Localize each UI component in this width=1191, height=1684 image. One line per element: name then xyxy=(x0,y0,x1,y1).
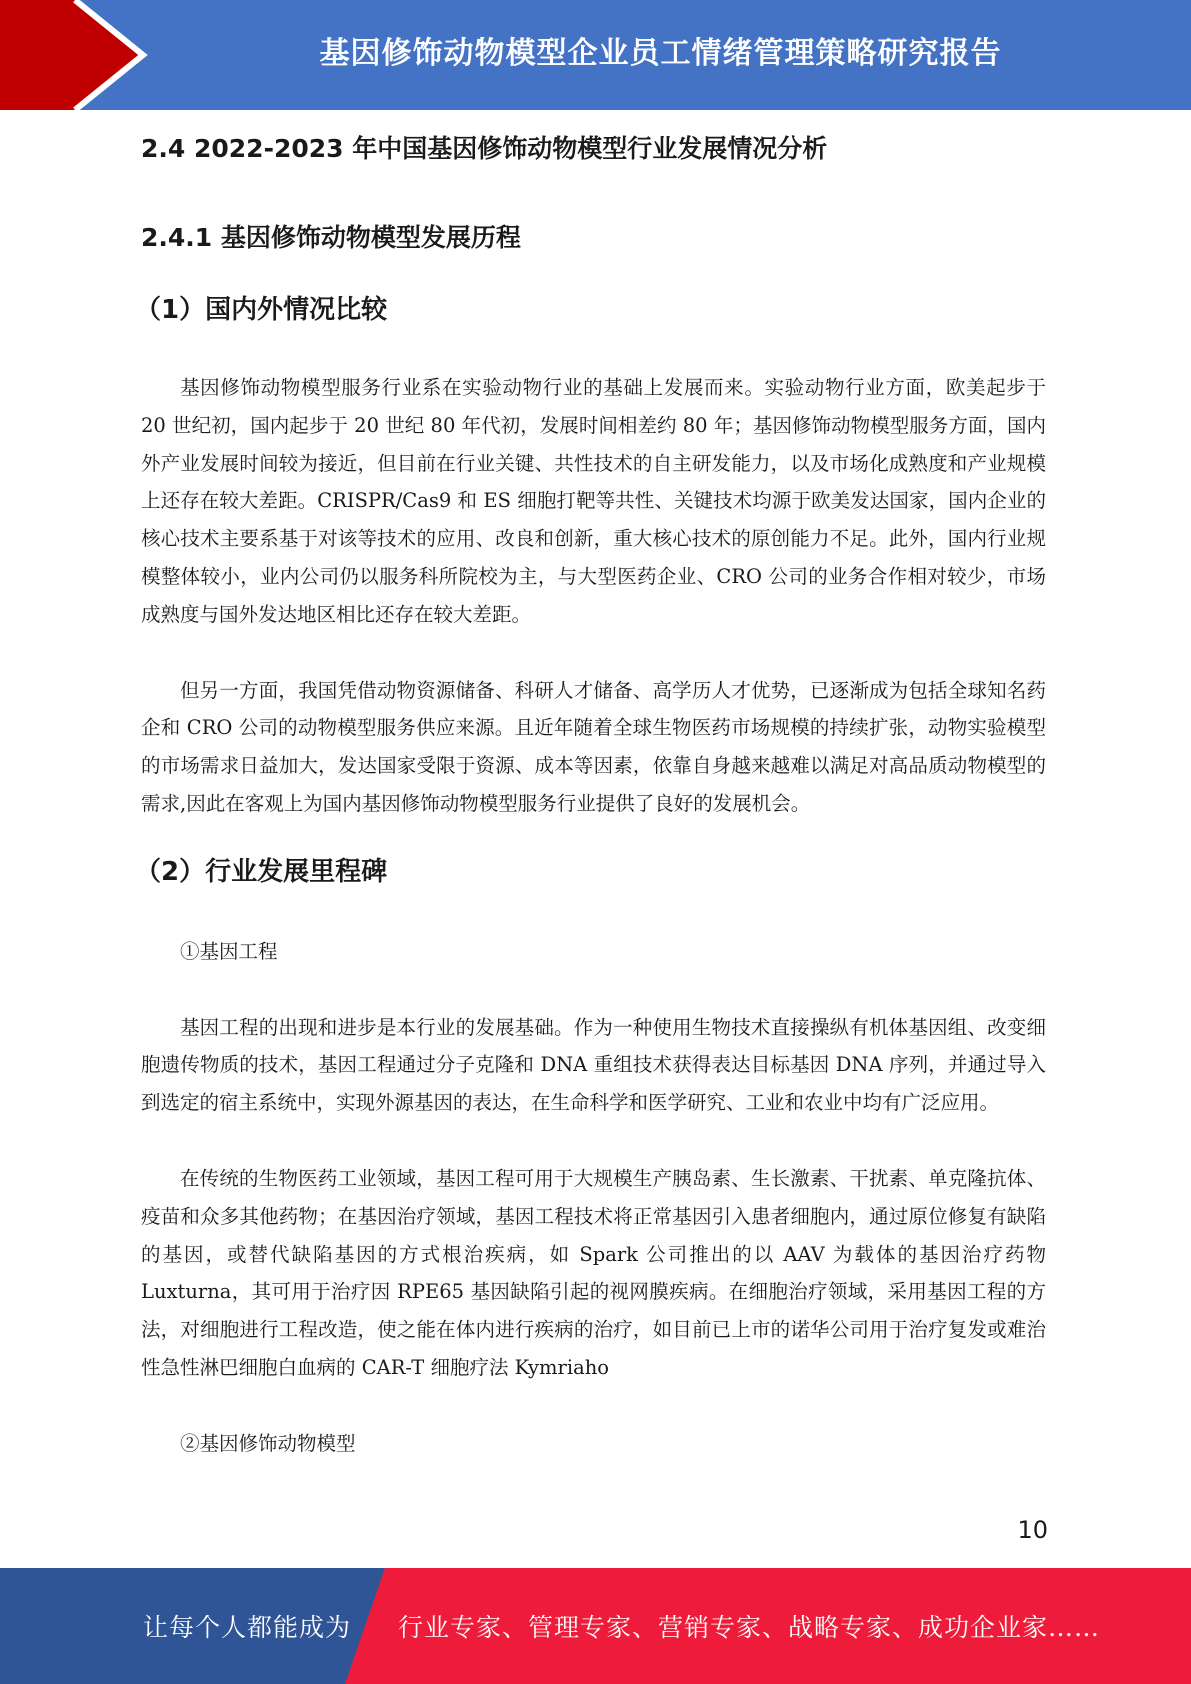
part1-title: （1）国内外情况比较 xyxy=(135,295,388,325)
subsection-title: 2.4.1 基因修饰动物模型发展历程 xyxy=(141,223,521,252)
part2-title: （2）行业发展里程碑 xyxy=(135,856,388,887)
item2-title: ②基因修饰动物模型 xyxy=(180,1431,356,1455)
header-title: 基因修饰动物模型企业员工情绪管理策略研究报告 xyxy=(319,36,1002,71)
page-header xyxy=(0,0,1191,110)
paragraph: 但另一方面，我国凭借动物资源储备、科研人才储备、高学历人才优势，已逐渐成为包括全球知名药企和 CRO 公司的动物模型服务供应来源。且近年随着全球生物医药市场规模的持续扩张，动物实验模型的市场需求日益加大，发达国家受限于资源、成本等因素，依靠自身越来越难以满足对高品质动物模型的需求,因此在客观上为国内基因修饰动物模型服务行业提供了良好的发展机会。 xyxy=(141,678,1046,815)
document-body xyxy=(135,118,1046,1463)
item1-title: ①基因工程 xyxy=(180,939,278,963)
footer-slogan-left: 让每个人都能成为 xyxy=(143,1613,352,1642)
footer-slogan-right: 行业专家、管理专家、营销专家、战略专家、成功企业家…… xyxy=(398,1613,1101,1642)
section-title: 2.4 2022-2023 年中国基因修饰动物模型行业发展情况分析 xyxy=(141,134,828,163)
page-footer xyxy=(0,1568,1191,1684)
page-number: 10 xyxy=(1017,1516,1048,1544)
paragraph: 基因修饰动物模型服务行业系在实验动物行业的基础上发展而来。实验动物行业方面，欧美起步于 20 世纪初，国内起步于 20 世纪 80 年代初，发展时间相差约 80 年；基因修饰动物模型服务方面，国内外产业发展时间较为接近，但目前在行业关键、共性技术的自主研发能力，以及市场化成熟度和产业规模上还存在较大差距。CRISPR/Cas9 和 ES 细胞打靶等共性、关键技术均源于欧美发达国家，国内企业的核心技术主要系基于对该等技术的应用、改良和创新，重大核心技术的原创能力不足。此外，国内行业规模整体较小，业内公司仍以服务科所院校为主，与大型医药企业、CRO 公司的业务合作相对较少，市场成熟度与国外发达地区相比还存在较大差距。 xyxy=(141,376,1046,626)
paragraph: 基因工程的出现和进步是本行业的发展基础。作为一种使用生物技术直接操纵有机体基因组、改变细胞遗传物质的技术，基因工程通过分子克隆和 DNA 重组技术获得表达目标基因 DNA 序列，并通过导入到选定的宿主系统中，实现外源基因的表达，在生命科学和医学研究、工业和农业中均有广泛应用。 xyxy=(141,1015,1046,1115)
paragraph: 在传统的生物医药工业领域，基因工程可用于大规模生产胰岛素、生长激素、干扰素、单克隆抗体、疫苗和众多其他药物；在基因治疗领域，基因工程技术将正常基因引入患者细胞内，通过原位修复有缺陷的基因，或替代缺陷基因的方式根治疾病，如 Spark 公司推出的以 AAV 为载体的基因治疗药物 Luxturna，其可用于治疗因 RPE65 基因缺陷引起的视网膜疾病。在细胞治疗领域，采用基因工程的方法，对细胞进行工程改造，使之能在体内进行疾病的治疗，如目前已上市的诺华公司用于治疗复发或难治性急性淋巴细胞白血病的 CAR-T 细胞疗法 Kymriaho xyxy=(141,1166,1046,1379)
